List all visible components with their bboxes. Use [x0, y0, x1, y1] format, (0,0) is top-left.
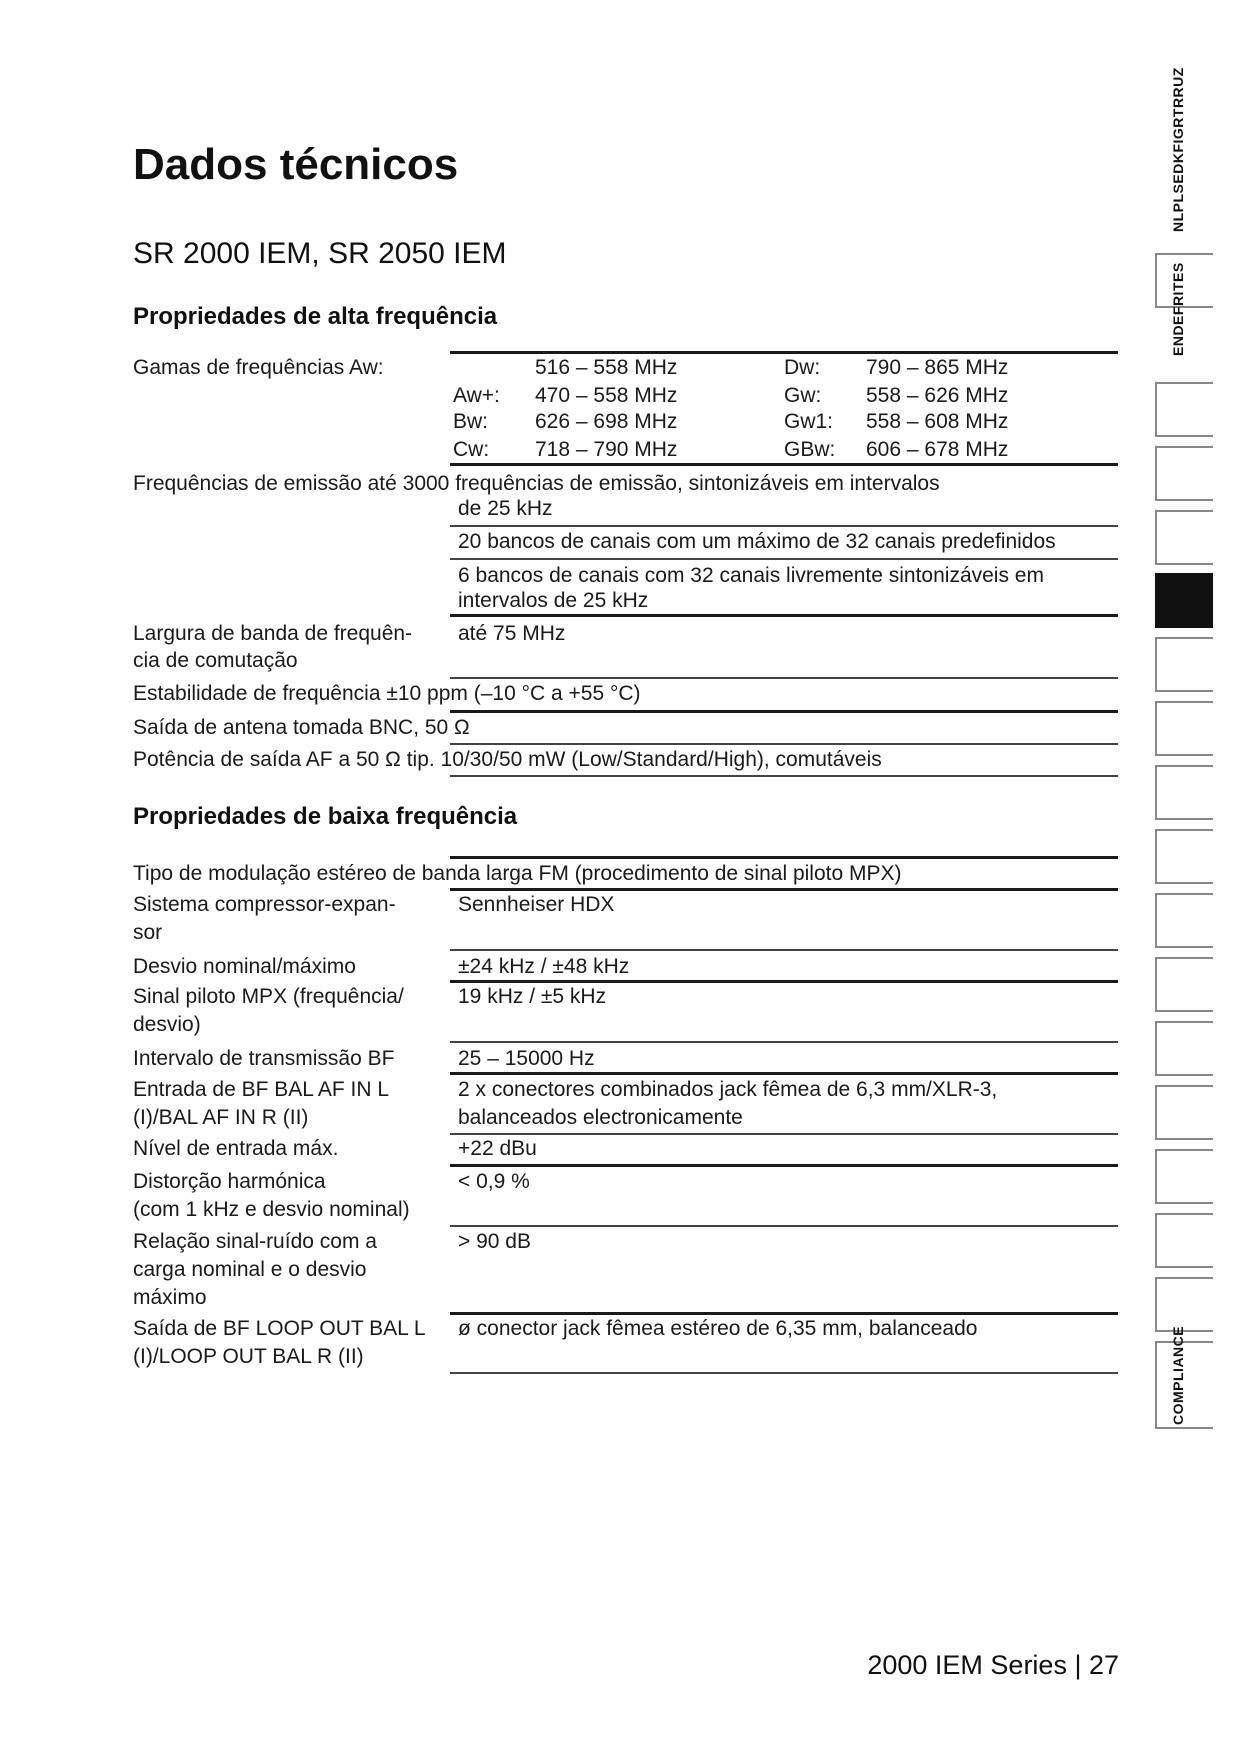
side-tab[interactable]: [1155, 829, 1213, 884]
table-rule: [450, 949, 1118, 951]
side-tab[interactable]: [1155, 1277, 1213, 1332]
emission-frequencies: Frequências de emissão até 3000 frequências de emissão, sintonizáveis em intervalos: [133, 472, 940, 495]
table-rule: [450, 558, 1118, 560]
switching-bandwidth-value: até 75 MHz: [458, 622, 566, 645]
table-rule: [450, 710, 1118, 713]
spec-value-cont: balanceados electronicamente: [458, 1106, 743, 1129]
side-tab[interactable]: [1155, 701, 1213, 756]
side-tab[interactable]: [1155, 446, 1213, 501]
spec-label: Relação sinal-ruído com a: [133, 1230, 377, 1253]
side-tab-compliance-label[interactable]: COMPLIANCE: [1170, 1325, 1186, 1425]
side-tab-languages-top[interactable]: NLPLSEDKFIGRTRRUZ: [1170, 67, 1186, 232]
range-value: 626 – 698 MHz: [535, 410, 678, 433]
spec-value: +22 dBu: [458, 1137, 537, 1160]
spec-label: Entrada de BF BAL AF IN L: [133, 1078, 390, 1101]
modulation-type: Tipo de modulação estéreo de banda larga FM (procedimento de sinal piloto MPX): [133, 862, 902, 885]
spec-label: Distorção harmónica: [133, 1170, 326, 1193]
table-rule: [450, 1225, 1118, 1227]
spec-value: ø conector jack fêmea estéreo de 6,35 mm, balanceado: [458, 1317, 978, 1340]
side-tab[interactable]: [1155, 957, 1213, 1012]
range-value: 606 – 678 MHz: [866, 438, 1009, 461]
range-value: 558 – 626 MHz: [866, 384, 1009, 407]
table-rule: [450, 463, 1118, 466]
spec-label-cont: (com 1 kHz e desvio nominal): [133, 1198, 410, 1221]
page-footer: 2000 IEM Series | 27: [867, 1650, 1119, 1680]
side-tab-active[interactable]: [1155, 573, 1213, 628]
side-tab[interactable]: [1155, 637, 1213, 692]
spec-value: 2 x conectores combinados jack fêmea de 6,3 mm/XLR-3,: [458, 1078, 998, 1101]
spec-label-cont: máximo: [133, 1286, 207, 1309]
side-tab[interactable]: [1155, 382, 1213, 437]
channel-banks-tunable-cont: intervalos de 25 kHz: [458, 589, 649, 612]
frequency-ranges-label: Gamas de frequências Aw:: [133, 356, 384, 379]
range-value: 718 – 790 MHz: [535, 438, 678, 461]
spec-value: ±24 kHz / ±48 kHz: [458, 955, 630, 978]
spec-value: 25 – 15000 Hz: [458, 1047, 595, 1070]
range-value: 558 – 608 MHz: [866, 410, 1009, 433]
rf-output-power: Potência de saída AF a 50 Ω tip. 10/30/50 mW (Low/Standard/High), comutáveis: [133, 748, 882, 771]
channel-banks-tunable: 6 bancos de canais com 32 canais livremente sintonizáveis em: [458, 564, 1044, 587]
side-tab[interactable]: [1155, 765, 1213, 820]
page-subtitle: SR 2000 IEM, SR 2050 IEM: [133, 237, 507, 270]
range-band: Dw:: [784, 356, 821, 379]
frequency-stability: Estabilidade de frequência ±10 ppm (–10 °C a +55 °C): [133, 682, 641, 705]
table-rule: [450, 856, 1118, 859]
antenna-output: Saída de antena tomada BNC, 50 Ω: [133, 716, 470, 739]
emission-frequencies-cont: de 25 kHz: [458, 497, 553, 520]
table-rule: [450, 1041, 1118, 1043]
range-band: Cw:: [453, 438, 490, 461]
side-tab[interactable]: [1155, 1213, 1213, 1268]
spec-label-cont: carga nominal e o desvio: [133, 1258, 367, 1281]
table-rule: [450, 677, 1118, 679]
table-rule: [450, 1133, 1118, 1135]
table-rule: [450, 614, 1118, 617]
spec-value: 19 kHz / ±5 kHz: [458, 985, 607, 1008]
range-band: Gw1:: [784, 410, 834, 433]
spec-value: < 0,9 %: [458, 1170, 530, 1193]
table-rule: [450, 1072, 1118, 1075]
table-rule: [450, 1164, 1118, 1167]
hf-section-heading: Propriedades de alta frequência: [133, 303, 498, 330]
side-tab[interactable]: [1155, 510, 1213, 565]
channel-banks-predefined: 20 bancos de canais com um máximo de 32 canais predefinidos: [458, 530, 1056, 553]
spec-label: Intervalo de transmissão BF: [133, 1047, 395, 1070]
table-rule: [450, 1372, 1118, 1374]
side-tab[interactable]: [1155, 1149, 1213, 1204]
range-band: GBw:: [784, 438, 836, 461]
table-rule: [450, 525, 1118, 527]
spec-label: Saída de BF LOOP OUT BAL L: [133, 1317, 426, 1340]
spec-label-cont: (I)/BAL AF IN R (II): [133, 1106, 309, 1129]
spec-label-cont: (I)/LOOP OUT BAL R (II): [133, 1345, 364, 1368]
spec-label: Desvio nominal/máximo: [133, 955, 356, 978]
spec-label: Sinal piloto MPX (frequência/: [133, 985, 404, 1008]
side-tab-en-de-fr-it-es-label[interactable]: ENDEFRITES: [1170, 262, 1186, 356]
spec-label: Nível de entrada máx.: [133, 1137, 339, 1160]
spec-value: > 90 dB: [458, 1230, 531, 1253]
spec-label-cont: desvio): [133, 1013, 201, 1036]
lf-section-heading: Propriedades de baixa frequência: [133, 803, 518, 830]
spec-label-cont: sor: [133, 921, 163, 944]
range-value: 516 – 558 MHz: [535, 356, 678, 379]
side-tab[interactable]: [1155, 893, 1213, 948]
page-title: Dados técnicos: [133, 140, 459, 189]
table-rule: [450, 743, 1118, 745]
side-tab[interactable]: [1155, 1085, 1213, 1140]
range-band: Aw+:: [453, 384, 500, 407]
range-value: 470 – 558 MHz: [535, 384, 678, 407]
range-band: Gw:: [784, 384, 822, 407]
spec-value: Sennheiser HDX: [458, 893, 615, 916]
spec-label: Sistema compressor-expan-: [133, 893, 396, 916]
range-band: Bw:: [453, 410, 489, 433]
switching-bandwidth-label: Largura de banda de frequên-: [133, 622, 413, 645]
switching-bandwidth-label-cont: cia de comutação: [133, 649, 298, 672]
range-value: 790 – 865 MHz: [866, 356, 1009, 379]
table-rule: [450, 775, 1118, 777]
side-tab[interactable]: [1155, 1021, 1213, 1076]
